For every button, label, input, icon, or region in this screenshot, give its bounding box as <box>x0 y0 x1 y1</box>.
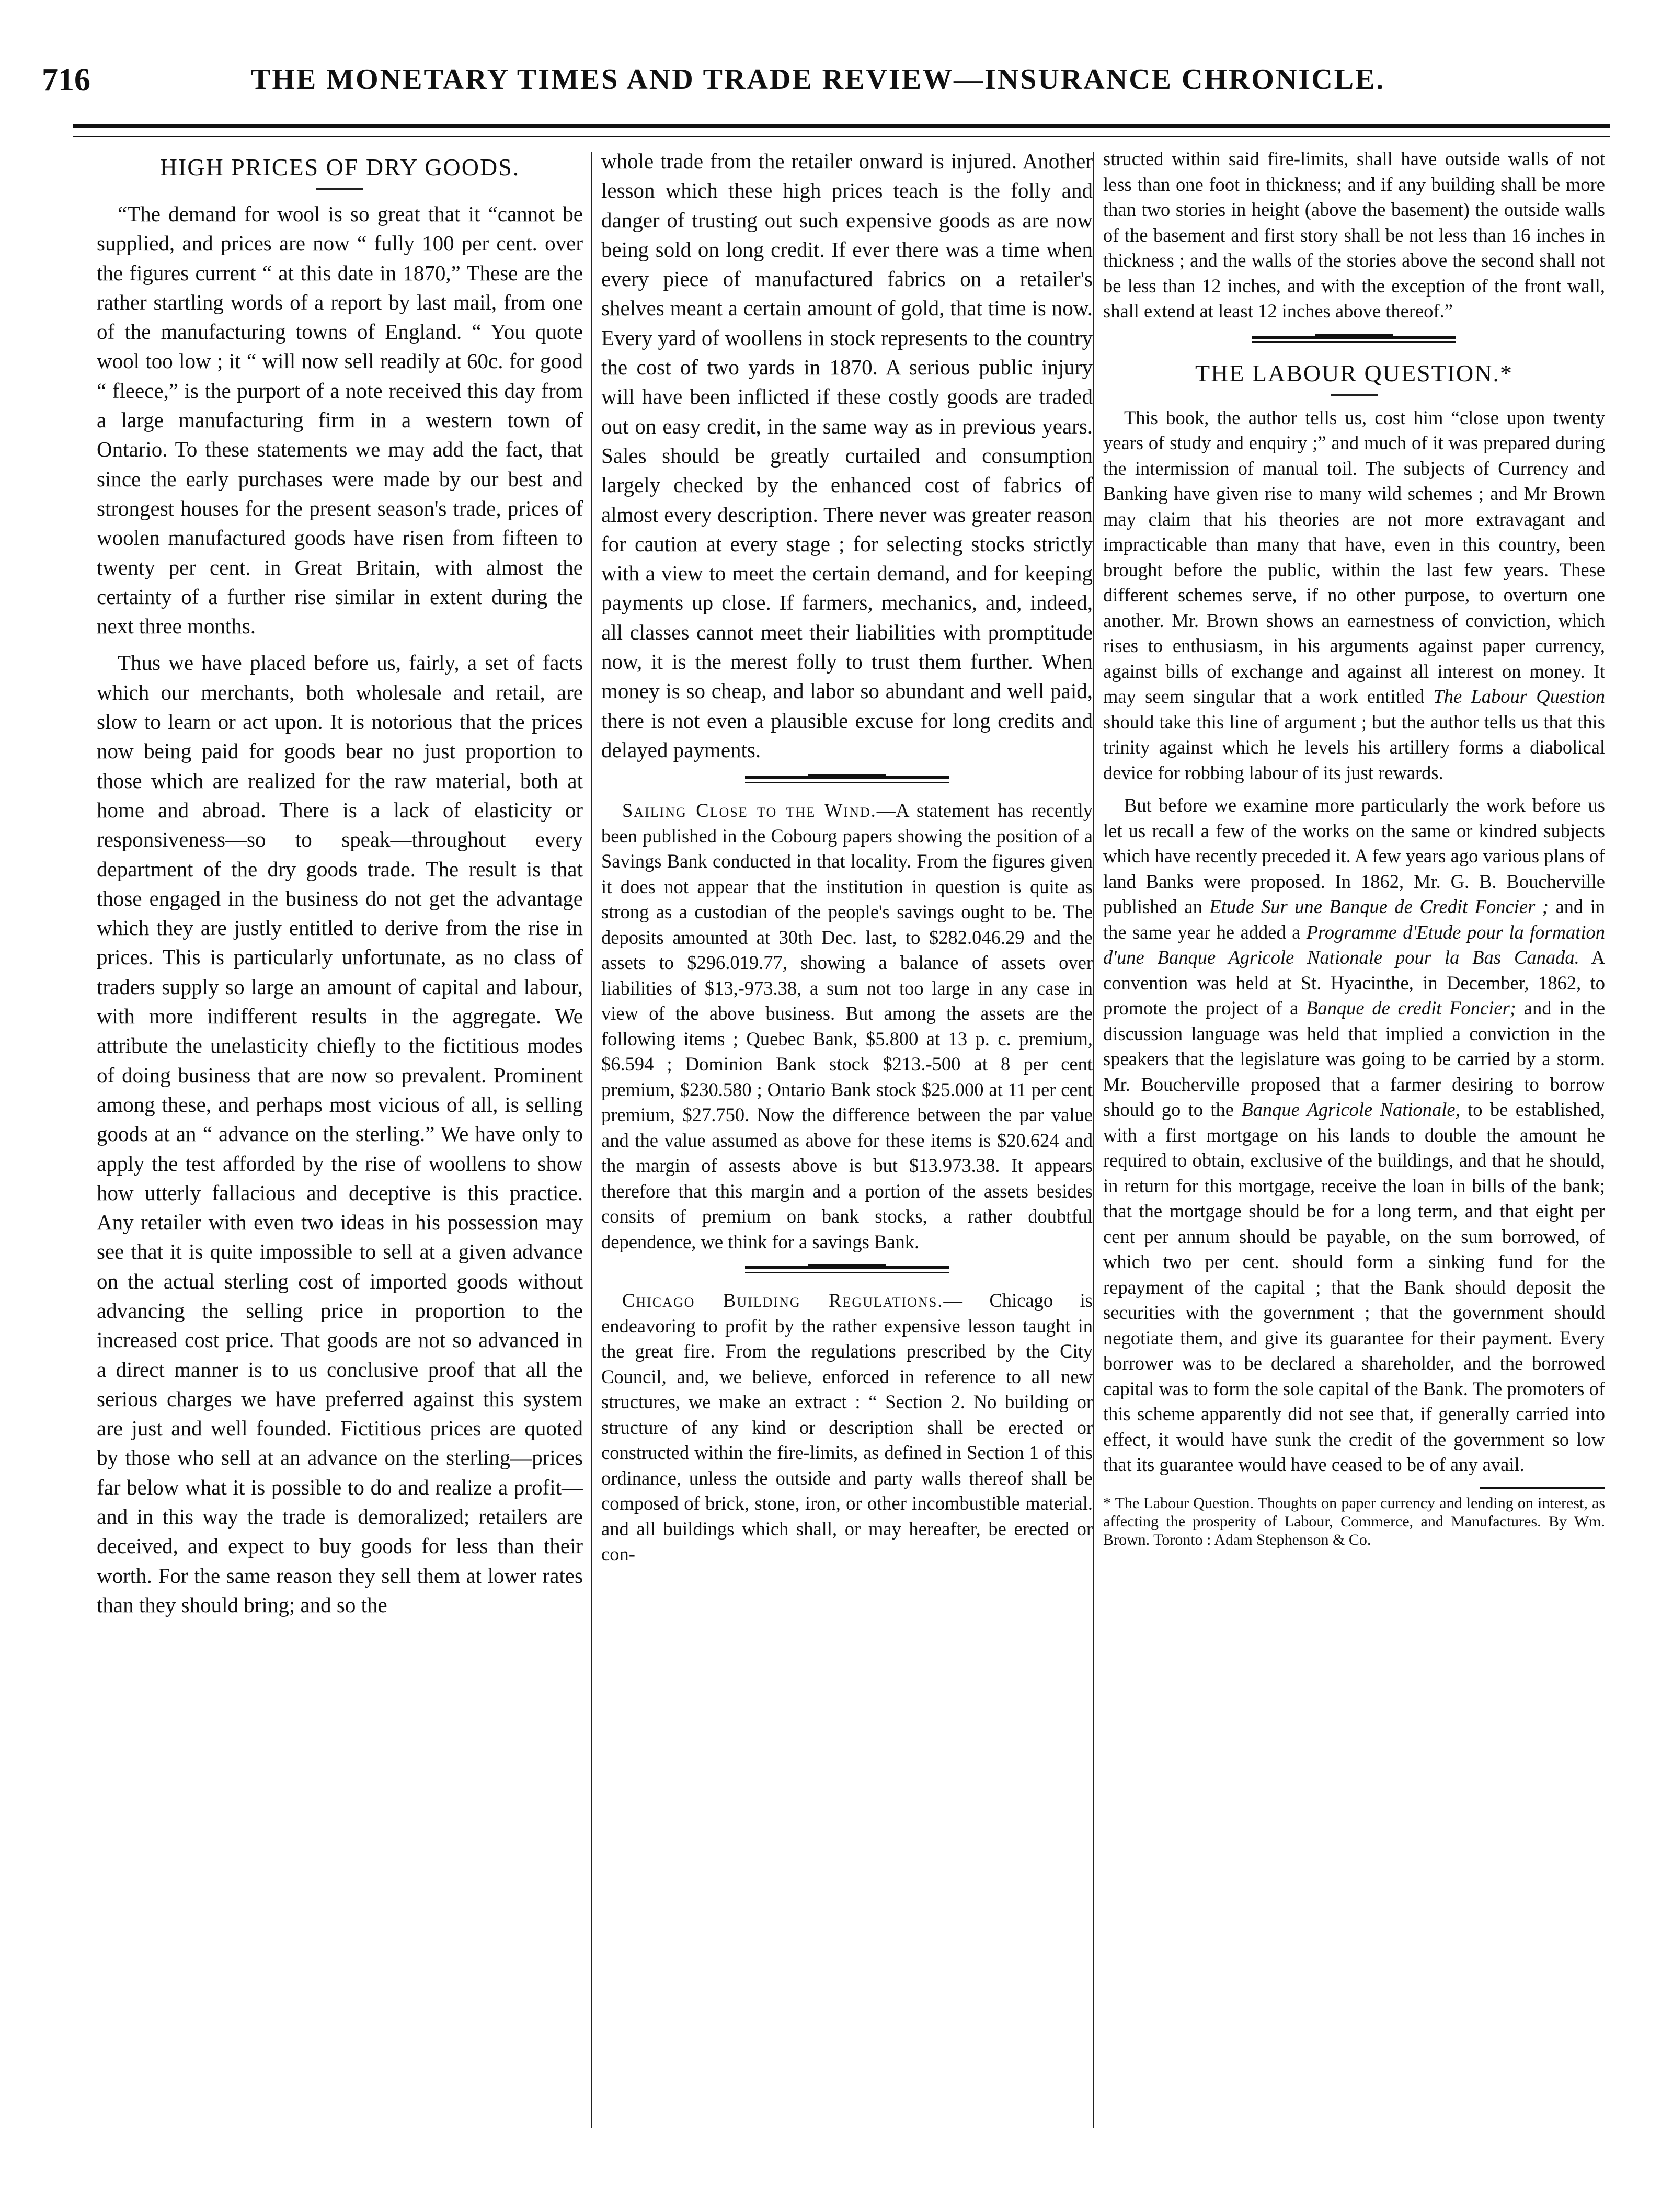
column-2 <box>601 146 1093 2134</box>
chicago-paragraph <box>601 1288 1093 1567</box>
labour-p1-text: This book, the author tells us, cost him “close upon twenty years of study and enquiry ;” and much of it was prepared during the intermission of manual toil. The subjects of Currency and Banking have given rise to many wild schemes ; and Mr Brown may claim that his theories are not more extravagant and impracticable than many that have, even in this country, been brought before the public, within the last few years. These different schemes serve, if no other purpose, to overturn one another. Mr. Brown shows an earnestness of conviction, which rises to enthusiasm, in his arguments against paper currency, against bills of exchange and against all interest on money. It may seem singular that a work entitled <box>1103 406 1605 707</box>
page-number: 716 <box>42 62 90 98</box>
running-title: THE MONETARY TIMES AND TRADE REVIEW—INSURANCE CHRONICLE. <box>251 63 1385 96</box>
chicago-body: — Chicago is endeavoring to profit by the rather expensive lesson taught in the great fire. From the regulations prescribed by the City Council, and, we believe, enforced in reference to all new structures, we make an extract : “ Section 2. No building or structure of any kind or description shall be erected or constructed within the fire-limits, as defined in Section 1 of this ordinance, unless the outside and party walls thereof shall be composed of brick, stone, iron, or other incombustible material. and all buildings which shall, or may hereafter, be erected or con- <box>601 1290 1093 1565</box>
chicago-title: Chicago Building Regulations. <box>622 1290 944 1312</box>
article-title-dry-goods: HIGH PRICES OF DRY GOODS. <box>159 154 520 180</box>
section-separator <box>1252 336 1456 343</box>
title-rule <box>1331 394 1378 396</box>
work-title-1: Etude Sur une Banque de Credit Foncier ; <box>1209 896 1549 917</box>
labour-p1-end: should take this line of argument ; but the author tells us that this trinity against which he levels his artillery forms a diabolical device for robbing labour of its just rewards. <box>1103 711 1605 783</box>
labour-paragraph-2 <box>1103 793 1605 1478</box>
column-divider <box>591 152 592 2128</box>
dry-goods-paragraph-1: “The demand for wool is so great that it “cannot be supplied, and prices are now “ fully 100 per cent. over the figures current “ at this date in 1870,” These are the rather startling words of a report by last mail, from one of the manufacturing towns of England. “ You quote wool too low ; it “ will now sell readily at 60c. for good “ fleece,” is the purport of a note received this day from a large manufacturing firm in a western town of Ontario. To these statements we may add the fact, that since the early purchases were made by our best and strongest houses for the present season's trade, prices of woolen manufactured goods have risen from fifteen to twenty per cent. in Great Britain, with almost the certainty of a further rise similar in extent during the next three months. <box>97 202 583 638</box>
labour-p2-text: A convention was held at St. Hyacinthe, in December, 1862, to promote the project of a <box>1103 947 1605 1019</box>
column-3 <box>1103 146 1605 2134</box>
work-title-2: Programme d'Etude pour la formation d'une Banque Agricole Nationale pour la Bas Canada. <box>1103 921 1605 968</box>
column-1 <box>97 146 583 2134</box>
column-divider <box>1093 152 1094 2128</box>
sailing-title: Sailing Close to the Wind. <box>622 800 877 822</box>
labour-paragraph-1 <box>1103 405 1605 786</box>
section-separator <box>745 776 949 783</box>
labour-p2-text: But before we examine more particularly the work before us let us recall a few of the works on the same or kindred subjects which have recently preceded it. A few years ago various plans of land Banks were proposed. In 1862, Mr. G. B. Boucherville published an <box>1103 794 1605 917</box>
dry-goods-paragraph-3: whole trade from the retailer onward is injured. Another lesson which these high prices teach is the folly and danger of trusting out such expensive goods as are now being sold on long credit. If ever there was a time when every piece of manufactured fabrics on a retailer's shelves meant a certain amount of gold, that time is now. Every yard of woollens in stock represents to the country the cost of two yards in 1870. A serious public injury will have been inflicted if these costly goods are traded out on easy credit, in the same way as in previous years. Sales should be greatly curtailed and consumption largely checked by the enhanced cost of fabrics of almost every description. There never was greater reason for caution at every stage ; for selecting stocks strictly with a view to meet the certain demand, and for keeping payments up close. If farmers, mechanics, and, indeed, all classes cannot meet their liabilities with promptitude now, it is the merest folly to trust them further. When money is so cheap, and labor so abundant and well paid, there is not even a plausible excuse for long credits and delayed payments. <box>601 149 1093 762</box>
sailing-body: —A statement has recently been published in the Cobourg papers showing the position of a Savings Bank conducted in that locality. From the figures given it does not appear that the institution in question is quite as strong as a custodian of the people's savings ought to be. The deposits amounted at 30th Dec. last, to $282.046.29 and the assets to $296.019.77, showing a balance of assets over liabilities of $13,-973.38, a sum not too large in any case in view of the above business. But among the assets are the following items ; Quebec Bank, $5.800 at 13 p. c. premium, $6.594 ; Dominion Bank stock $213.-500 at 8 per cent premium, $230.580 ; Ontario Bank stock $25.000 at 11 per cent premium, $27.750. Now the difference between the par value and the value assumed as above for these items is $20.624 and the margin of assests above is but $13.973.38. It appears therefore that this margin and a portion of the assets besides consits of premium on bank stocks, a rather doubtful dependence, we think for a savings Bank. <box>601 800 1093 1252</box>
chicago-continued: structed within said fire-limits, shall have outside walls of not less than one foot in thickness; and if any building shall be more than two stories in height (above the basement) the outside walls of the basement and first story shall be not less than 16 inches in thickness ; and the walls of the stories above the second shall not be less than 12 inches, and with the exception of the front wall, shall extend at least 12 inches above thereof.” <box>1103 148 1605 322</box>
book-title: The Labour Question <box>1433 686 1605 707</box>
labour-p2-text: and in the discussion language was held that implied a conviction in the speakers that the legislature was going to be carried by a storm. Mr. Boucherville proposed that a farmer desiring to borrow should go to the <box>1103 997 1605 1120</box>
work-title-3: Banque de credit Foncier; <box>1306 997 1516 1019</box>
title-rule <box>316 188 363 190</box>
labour-footnote: * The Labour Question. Thoughts on paper currency and lending on interest, as affecting the prosperity of Labour, Commerce, and Manufactures. By Wm. Brown. Toronto : Adam Stephenson & Co. <box>1103 1494 1605 1548</box>
section-separator <box>745 1266 949 1273</box>
header-rule <box>73 124 1610 137</box>
article-title-labour: THE LABOUR QUESTION.* <box>1195 359 1513 386</box>
sailing-paragraph <box>601 798 1093 1255</box>
labour-p2-text: and in the same year he added a <box>1103 896 1605 943</box>
work-title-4: Banque Agricole Nationale, <box>1241 1099 1460 1120</box>
footnote-rule <box>1480 1487 1605 1489</box>
labour-p2-text: to be established, with a first mortgage on his lands to double the amount he required to obtain, exclusive of the buildings, and that he should, in return for this mortgage, receive the loan in bills of the bank; that the mortgage should be for a long term, and that eight per cent per annum should be payable, on the sum borrowed, of which two per cent. should form a sinking fund for the repayment of the capital ; that the Bank should deposit the securities with the government ; that the government should negotiate them, and give its guarantee for their payment. Every borrower was to be declared a shareholder, and the borrowed capital was to form the sole capital of the Bank. The promoters of this scheme apparently did not see that, if generally carried into effect, it would have sunk the credit of the government so low that its guarantee would have ceased to be of any avail. <box>1103 1099 1605 1475</box>
page-header <box>42 58 1631 115</box>
dry-goods-paragraph-2: Thus we have placed before us, fairly, a set of facts which our merchants, both wholesale and retail, are slow to learn or act upon. It is notorious that the prices now being paid for goods bear no just proportion to those which are realized for the raw material, both at home and abroad. There is a lack of elasticity or responsiveness—so to speak—throughout every department of the dry goods trade. The result is that those engaged in the business do not get the advantage which they are justly entitled to derive from the rise in prices. This is particularly unfortunate, as no class of traders supply so large an amount of capital and labour, with more indifferent results in the aggregate. We attribute the unelasticity chiefly to the fictitious modes of doing business that are now so prevalent. Prominent among these, and perhaps most vicious of all, is selling goods at an “ advance on the sterling.” We have only to apply the test afforded by the rise of woollens to show how utterly fallacious and deceptive is this practice. Any retailer with even two ideas in his possession may see that it is quite impossible to sell at a given advance on the actual sterling cost of imported goods without advancing the selling price in proportion to the increased cost price. That goods are not so advanced in a direct manner is to us conclusive proof that all the serious charges we have preferred against this system are just and well founded. Fictitious prices are quoted by those who sell at an advance on the sterling—prices far below what it is possible to do and realize a profit—and in this way the trade is demoralized; retailers are deceived, and expect to buy goods for less than their worth. For the same reason they sell them at lower rates than they should bring; and so the <box>97 651 583 1617</box>
